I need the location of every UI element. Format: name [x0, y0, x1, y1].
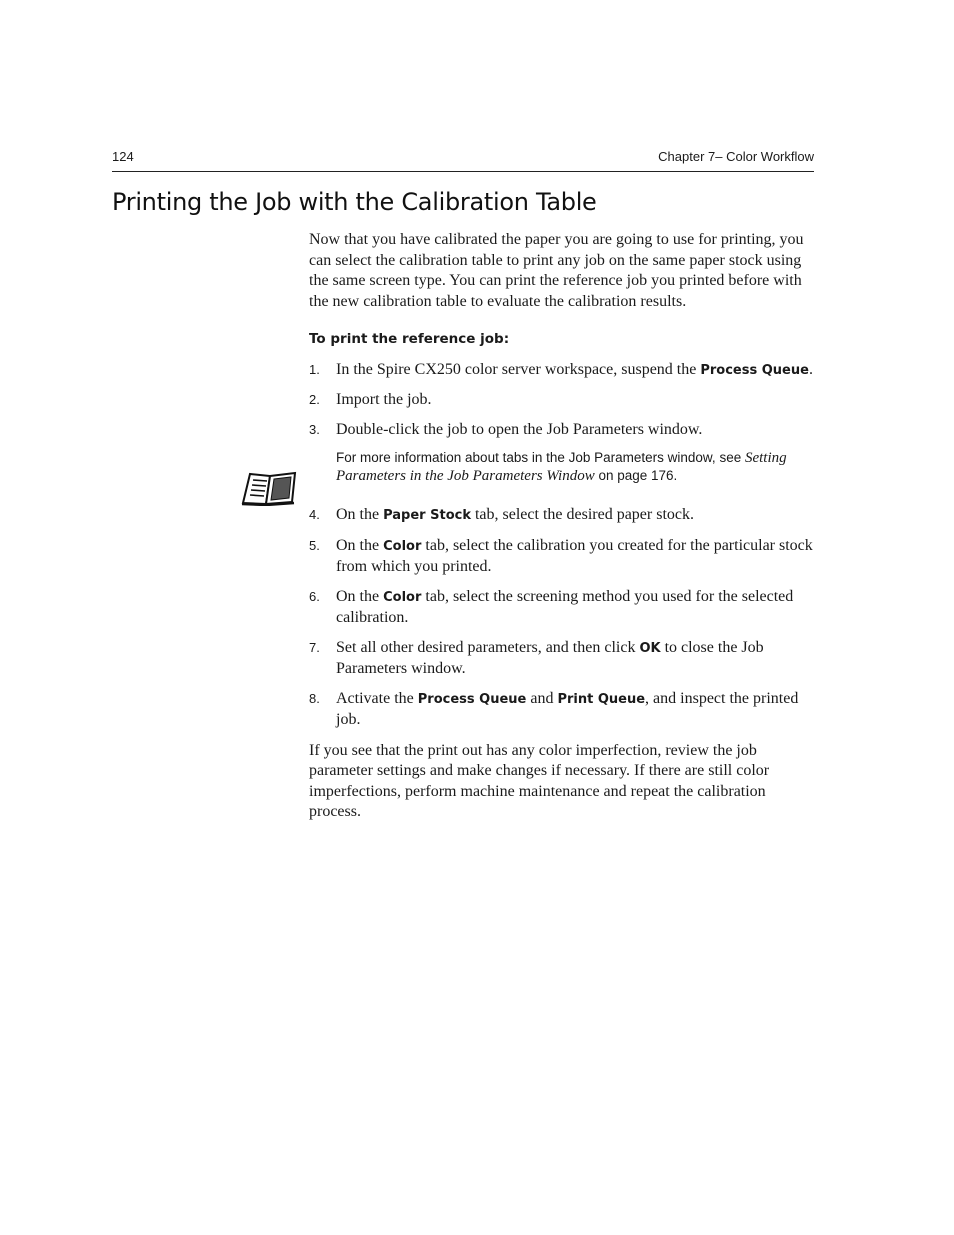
step-3 [309, 420, 814, 441]
ui-term: Process Queue [700, 362, 809, 378]
step-number: 8. [309, 690, 320, 706]
page-number: 124 [112, 149, 134, 164]
ui-term: Color [383, 538, 422, 554]
step-text: and [526, 689, 558, 707]
note-text: For more information about tabs in the Job Parameters window, see [336, 450, 745, 465]
main-content [309, 230, 814, 823]
step-text: Activate the [336, 689, 418, 707]
step-text: tab, select the screening method you used for the selected calibration. [336, 587, 794, 626]
step-5 [309, 536, 814, 578]
note [309, 449, 814, 485]
step-8 [309, 689, 814, 731]
section-title: Printing the Job with the Calibration Table [112, 188, 597, 216]
step-number: 5. [309, 537, 320, 553]
step-7 [309, 638, 814, 680]
step-6 [309, 587, 814, 629]
step-text: to close the Job Parameters window. [336, 638, 764, 677]
step-number: 2. [309, 392, 320, 407]
step-text: . [808, 360, 813, 378]
step-number: 6. [309, 588, 320, 604]
intro-paragraph: Now that you have calibrated the paper you are going to use for printing, you can select the calibration table to print any job on the same paper stock using the same screen type. You can print the reference job you printed before with the new calibration table to evaluate the calibration results. [309, 231, 804, 310]
ui-term: Paper Stock [383, 508, 471, 523]
step-1 [309, 360, 814, 382]
page-header [112, 149, 814, 172]
step-text: Set all other desired parameters, and then click [336, 638, 640, 656]
step-text: Import the job. [336, 391, 432, 408]
step-number: 1. [309, 361, 320, 377]
step-text: On the [336, 587, 384, 605]
step-number: 4. [309, 507, 320, 522]
book-icon [240, 470, 298, 506]
step-text: tab, select the desired paper stock. [470, 506, 695, 523]
step-text: On the [336, 506, 384, 523]
ui-term: Color [383, 589, 422, 605]
step-text: On the [336, 536, 384, 554]
step-text: In the Spire CX250 color server workspace, suspend the [336, 360, 701, 378]
step-4 [309, 505, 814, 527]
ui-term: Process Queue [417, 691, 527, 707]
procedure-heading: To print the reference job: [309, 331, 510, 347]
step-number: 7. [309, 639, 320, 655]
closing-paragraph: If you see that the print out has any color imperfection, review the job parameter settings and make changes if necessary. If there are still color imperfections, perform machine maintenance and repeat the calibration process. [309, 741, 770, 820]
step-text: Double-click the job to open the Job Parameters window. [336, 420, 703, 438]
step-text: , and inspect the printed job. [336, 689, 799, 728]
ui-term: Print Queue [557, 691, 646, 707]
chapter-title: Chapter 7– Color Workflow [658, 149, 814, 164]
step-text: tab, select the calibration you created for the particular stock from which you printed. [336, 536, 813, 575]
step-number: 3. [309, 421, 320, 437]
step-2 [309, 390, 814, 411]
note-link[interactable]: Setting Parameters in the Job Parameters Window [336, 450, 787, 484]
note-text: on page 176. [594, 468, 678, 483]
ui-term: OK [639, 640, 661, 656]
